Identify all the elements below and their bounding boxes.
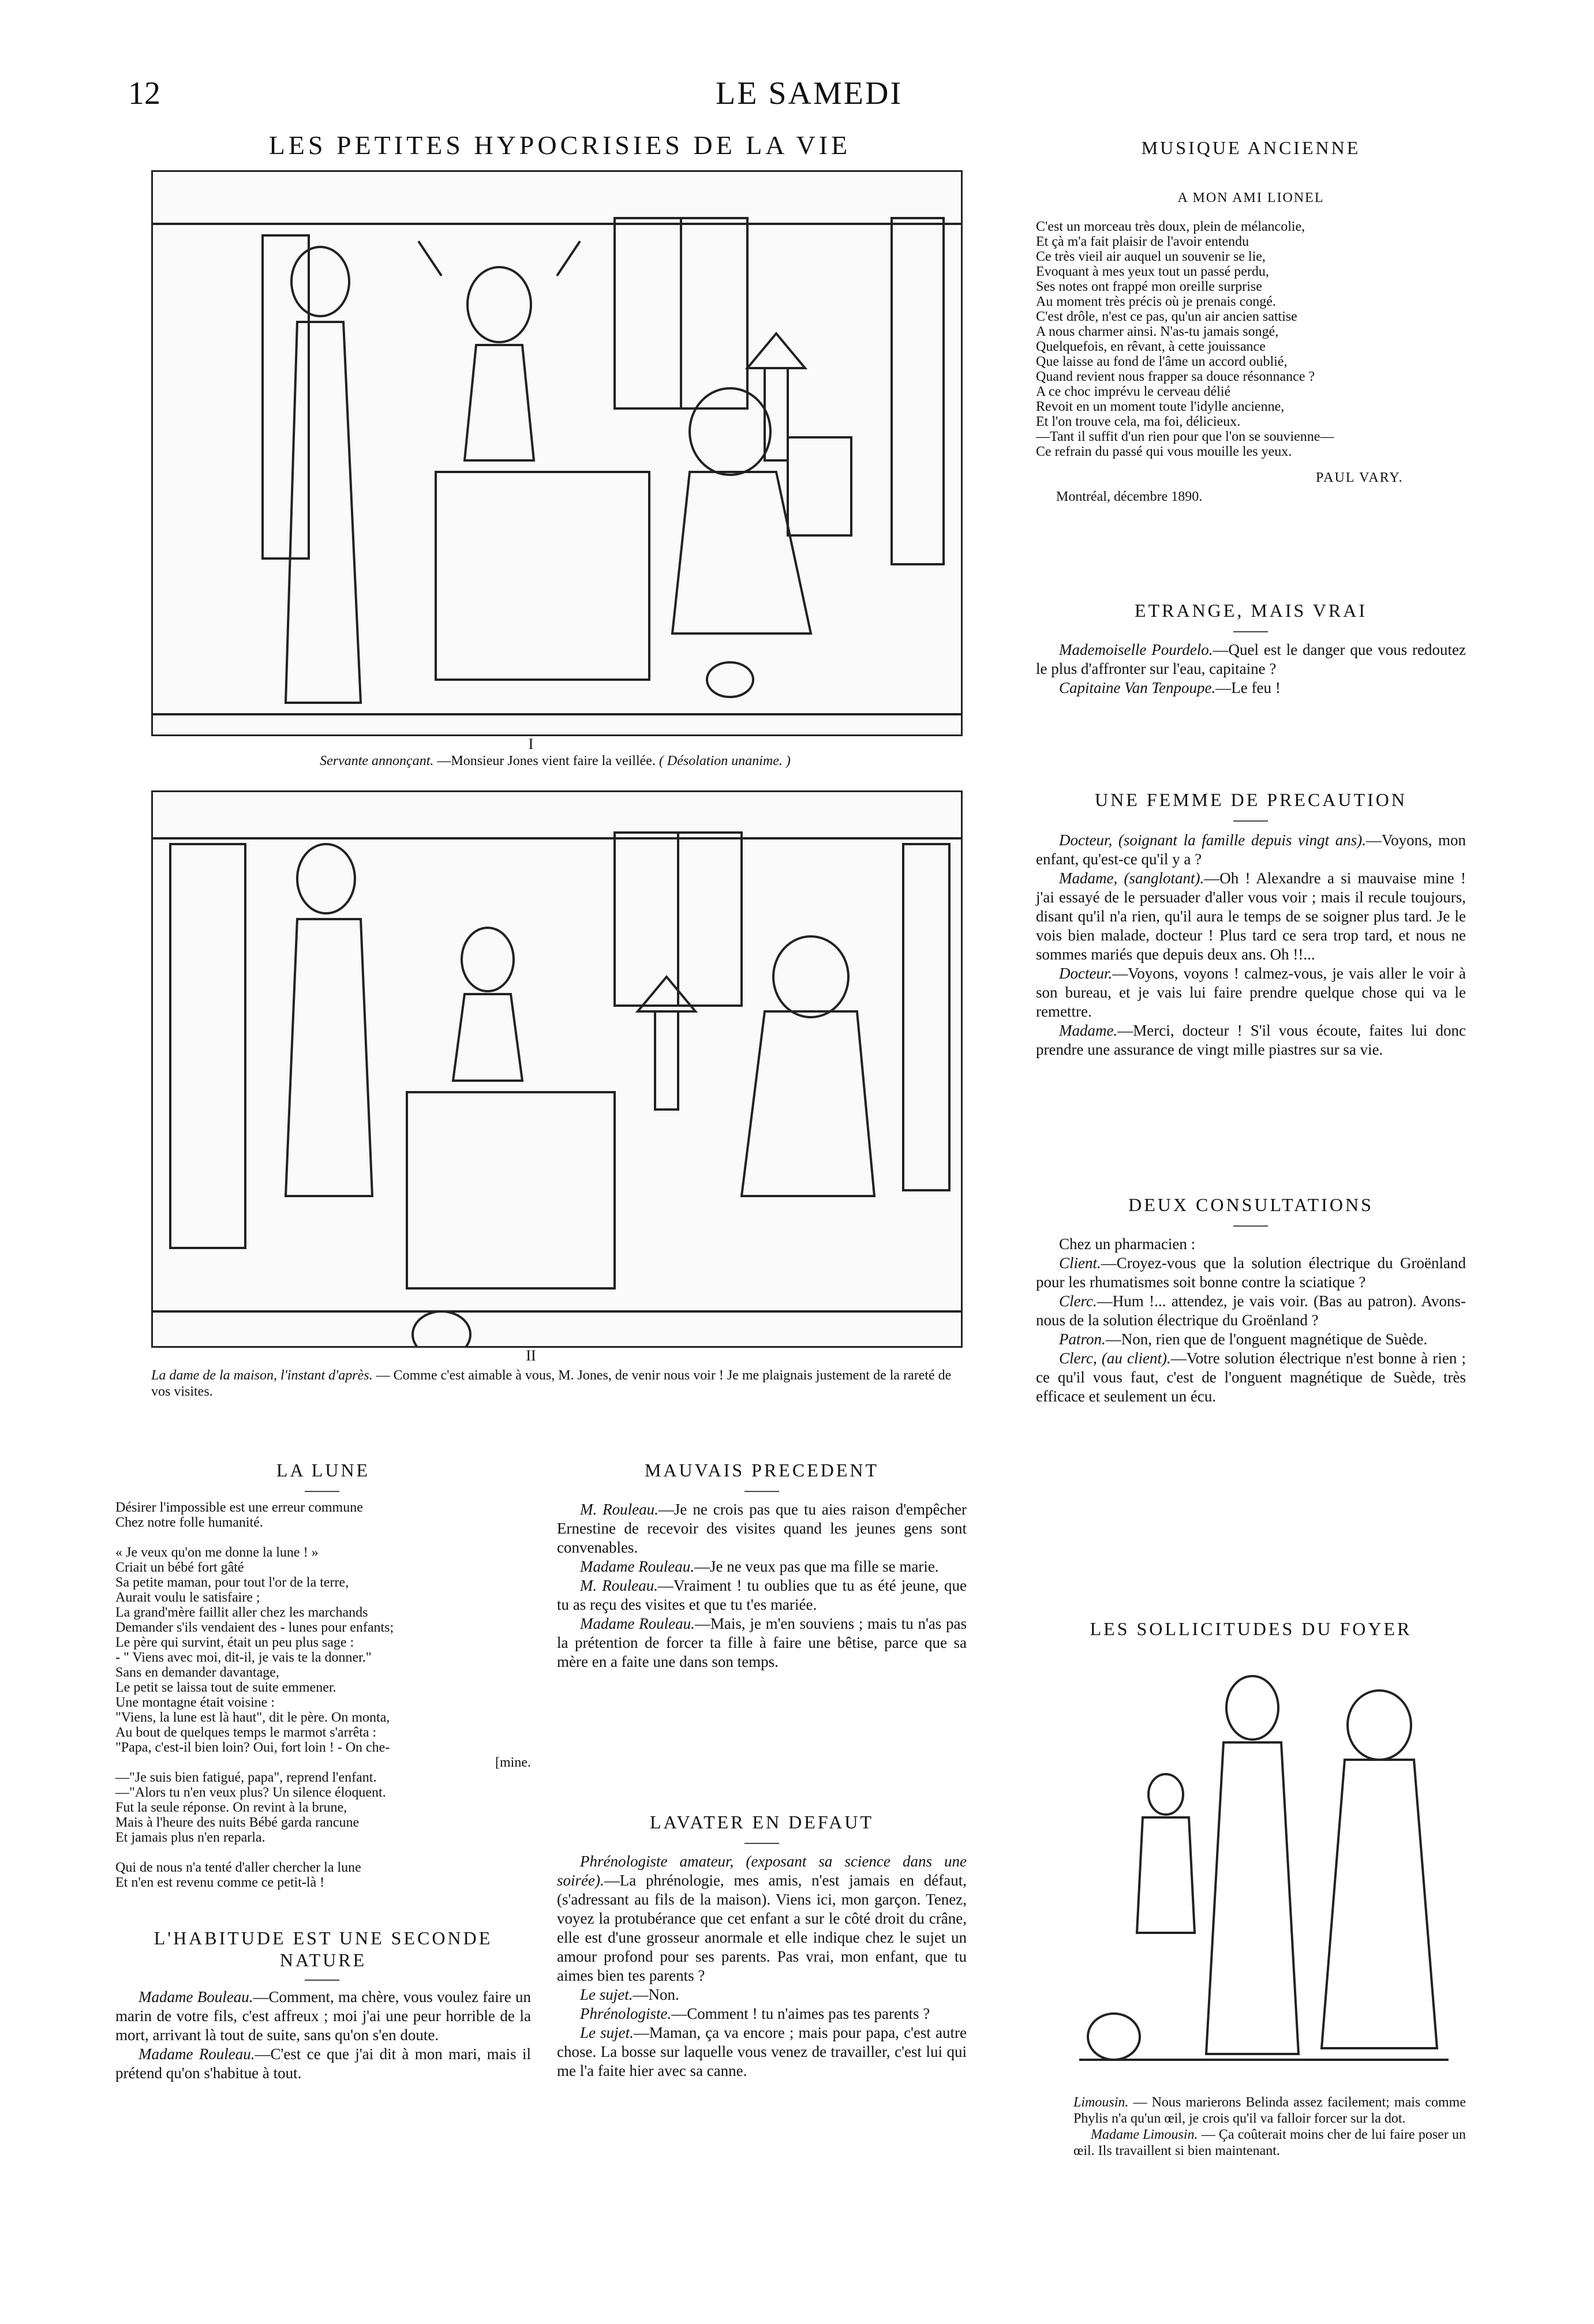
speaker-name: Madame Rouleau. (580, 1558, 694, 1575)
speaker-name: Docteur, (soignant la famille depuis vingt ans). (1059, 831, 1367, 849)
dialogue-paragraph (1036, 1254, 1466, 1292)
dialogue-paragraph (1036, 640, 1466, 679)
sketch-living-room-1 (153, 172, 961, 734)
dialogue-paragraph (557, 1614, 967, 1671)
dialogue-text: —Comment ! tu n'aimes pas tes parents ? (671, 2005, 930, 2022)
dialogue-paragraph (557, 1576, 967, 1614)
verse-line: Et çà m'a fait plaisir de l'avoir entendu (1036, 234, 1249, 249)
verse-line (115, 1845, 531, 1860)
dialogue-paragraph (115, 2045, 531, 2083)
verse-line: A ce choc imprévu le cerveau délié (1036, 384, 1231, 399)
verse-line: Sa petite maman, pour tout l'or de la terre, (115, 1575, 349, 1590)
dialogue-paragraph (1036, 964, 1466, 1021)
dialogue-text: —La phrénologie, mes amis, n'est jamais en défaut, (s'adressant au fils de la maison). Viens ici, mon garçon. Tenez, voyez la protubérance que cet enfant a sur le côté droit du crâne, elle est d'une grosseur anormale et elle indique chez le sujet un amour profond pour ses parents. Pas vrai, mon enfant, que tu aimes bien tes parents ? (557, 1872, 967, 1984)
dialogue-paragraph (557, 1985, 967, 2004)
illustrations-title: LES PETITES HYPOCRISIES DE LA VIE (268, 130, 851, 160)
lavater-title: LAVATER EN DEFAUT (649, 1812, 874, 1832)
verse-line: Sans en demander davantage, (115, 1665, 279, 1680)
dialogue-text: —Votre solution électrique n'est bonne à rien ; ce qu'il vous faut, c'est de l'onguent magnétique de Suède, très efficace et seulement un écu. (1036, 1350, 1466, 1405)
title-rule (1233, 631, 1268, 632)
dialogue-text: —Non, rien que de l'onguent magnétique de Suède. (1105, 1330, 1428, 1348)
title-rule (744, 1843, 779, 1844)
verse-line: Evoquant à mes yeux tout un passé perdu, (1036, 264, 1269, 279)
dialogue-paragraph (1036, 1021, 1466, 1059)
verse-line: Au bout de quelques temps le marmot s'arrêta : (115, 1725, 377, 1740)
speaker-name: Docteur. (1059, 965, 1113, 982)
panel-1-caption (151, 753, 959, 769)
speaker-name: Le sujet. (580, 1986, 633, 2003)
dialogue-paragraph (1036, 1292, 1466, 1330)
title-rule (744, 1491, 779, 1492)
dialogue-paragraph (1036, 1349, 1466, 1406)
dialogue-text: —Vraiment ! tu oublies que tu as été jeune, que tu as reçu des visites et que tu t'es mariée. (557, 1577, 967, 1613)
musique-dedication: A MON AMI LIONEL (1177, 190, 1324, 205)
sollicitudes-caption (1073, 2094, 1466, 2159)
dialogue-text: —Merci, docteur ! S'il vous écoute, faites lui donc prendre une assurance de vingt mille piastres sur sa vie. (1036, 1022, 1466, 1058)
speaker-name: Madame. (1059, 1022, 1118, 1039)
sollicitudes-caption-2 (1073, 2127, 1466, 2159)
femme-title: UNE FEMME DE PRECAUTION (1095, 789, 1407, 810)
dialogue-text: —Non. (633, 1986, 679, 2003)
panel-1-note: ( Désolation unanime. ) (658, 754, 791, 769)
speaker-name: Le sujet. (580, 2024, 634, 2041)
sollicitudes-caption-1 (1073, 2094, 1466, 2127)
dialogue-text: —Voyons, voyons ! calmez-vous, je vais aller le voir à son bureau, et je vais lui faire prendre quelque chose qui va le remettre. (1036, 965, 1466, 1020)
dialogue-paragraph (1036, 1330, 1466, 1349)
dialogue-paragraph (557, 2023, 967, 2081)
sollicitudes-text-2: — Ça coûterait moins cher de lui faire poser un œil. Ils travaillent si bien maintenant. (1073, 2127, 1466, 2158)
title-rule (305, 1980, 339, 1981)
verse-line: Quand revient nous frapper sa douce résonnance ? (1036, 369, 1315, 384)
verse-line: "Viens, la lune est là haut", dit le père. On monta, (115, 1710, 390, 1725)
deux-title: DEUX CONSULTATIONS (1128, 1194, 1374, 1215)
speaker-name: Madame Bouleau. (139, 1988, 253, 2006)
etrange-title: ETRANGE, MAIS VRAI (1135, 600, 1367, 621)
speaker-name: Client. (1059, 1254, 1101, 1272)
verse-line: Et n'en est revenu comme ce petit-là ! (115, 1875, 325, 1890)
verse-line: La grand'mère faillit aller chez les marchands (115, 1605, 368, 1620)
verse-line: Criait un bébé fort gâté (115, 1560, 244, 1575)
dialogue-paragraph (1036, 831, 1466, 869)
femme-text (1036, 831, 1466, 1059)
verse-line: —Tant il suffit d'un rien pour que l'on se souvienne— (1036, 429, 1334, 444)
verse-line: Et jamais plus n'en reparla. (115, 1830, 265, 1845)
dialogue-text: —Hum !... attendez, je vais voir. (Bas au patron). Avons-nous de la solution électrique du Groënland ? (1036, 1292, 1466, 1329)
speaker-name: M. Rouleau. (580, 1501, 658, 1518)
speaker-name: Patron. (1059, 1330, 1106, 1348)
panel-1-speaker: Servante annonçant. (320, 754, 434, 769)
title-rule (1233, 820, 1268, 822)
habitude-title (115, 1927, 531, 1971)
speaker-name: Madame Rouleau. (139, 2045, 255, 2063)
verse-line: Ses notes ont frappé mon oreille surprise (1036, 279, 1262, 294)
la-lune-title: LA LUNE (276, 1460, 371, 1480)
verse-line: C'est drôle, n'est ce pas, qu'un air ancien sattise (1036, 309, 1297, 324)
dialogue-text: —Maman, ça va encore ; mais pour papa, c'est autre chose. La bosse sur laquelle vous venez de travailler, c'est lui qui me l'a faite hier avec sa canne. (557, 2024, 967, 2079)
etrange-text (1036, 640, 1466, 698)
panel-1-number: I (528, 736, 534, 752)
verse-line: Le petit se laissa tout de suite emmener. (115, 1680, 336, 1695)
verse-line: Une montagne était voisine : (115, 1695, 275, 1710)
la-lune-poem (115, 1500, 531, 1890)
sollicitudes-title: LES SOLLICITUDES DU FOYER (1090, 1618, 1412, 1639)
dialogue-paragraph (1036, 679, 1466, 698)
deux-intro: Chez un pharmacien : (1059, 1235, 1196, 1253)
verse-line: Qui de nous n'a tenté d'aller chercher la lune (115, 1860, 361, 1875)
speaker-name: M. Rouleau. (580, 1577, 658, 1594)
dialogue-paragraph (557, 1557, 967, 1576)
dialogue-text: —Comment, ma chère, vous voulez faire un marin de votre fils, c'est affreux ; moi j'ai une peur horrible de la mort, arrivant là tout de suite, sans qu'on s'en doute. (115, 1988, 531, 2044)
verse-line: Au moment très précis où je prenais congé. (1036, 294, 1276, 309)
dialogue-paragraph (1036, 869, 1466, 964)
sollicitudes-text-1: — Nous marierons Belinda assez facilement; mais comme Phylis n'a qu'un œil, je crois qu'il va falloir forcer sur la dot. (1073, 2095, 1466, 2126)
verse-line: Fut la seule réponse. On revint à la brune, (115, 1800, 347, 1815)
verse-line: Le père qui survint, était un peu plus sage : (115, 1635, 354, 1650)
mauvais-title: MAUVAIS PRECEDENT (644, 1460, 880, 1480)
verse-line: - " Viens avec moi, dit-il, je vais te la donner." (115, 1650, 372, 1665)
sketch-family-parents (1079, 1656, 1449, 2071)
dialogue-text: —Croyez-vous que la solution électrique du Groënland pour les rhumatismes soit bonne contre la sciatique ? (1036, 1254, 1466, 1291)
verse-line: Et l'on trouve cela, ma foi, délicieux. (1036, 414, 1241, 429)
musique-poem (1036, 219, 1466, 459)
verse-line: C'est un morceau très doux, plein de mélancolie, (1036, 219, 1305, 234)
musique-place-date: Montréal, décembre 1890. (1056, 489, 1203, 504)
dialogue-text: —Oh ! Alexandre a si mauvaise mine ! j'ai essayé de le persuader d'aller vous voir ; mais il recule toujours, disant qu'il n'a rien, qu'il aura le temps de se soigner plus tard. Je le vois bien malade, docteur ! Plus tard ce sera trop tard, et nous ne sommes mariés que depuis deux ans. Oh !!... (1036, 869, 1466, 963)
panel-1-text: —Monsieur Jones vient faire la veillée. (437, 754, 656, 769)
verse-line: « Je veux qu'on me donne la lune ! » (115, 1545, 319, 1560)
verse-line: Que laisse au fond de l'âme un accord oublié, (1036, 354, 1288, 369)
speaker-name: Clerc, (au client). (1059, 1350, 1171, 1367)
speaker-name: Phrénologiste amateur, (exposant sa science dans une soirée). (557, 1853, 967, 1889)
speaker-name: Clerc. (1059, 1292, 1097, 1310)
illustration-panel-1 (151, 170, 963, 736)
sollicitudes-illustration (1079, 1656, 1449, 2071)
dialogue-text: —Je ne crois pas que tu aies raison d'empêcher Ernestine de recevoir des visites quand les jeunes gens sont convenables. (557, 1501, 967, 1556)
verse-line: —"Je suis bien fatigué, papa", reprend l'enfant. (115, 1770, 377, 1785)
title-rule (305, 1491, 339, 1492)
panel-2-speaker: La dame de la maison, l'instant d'après. (151, 1368, 373, 1383)
dialogue-paragraph (115, 1988, 531, 2045)
verse-line: —"Alors tu n'en veux plus? Un silence éloquent. (115, 1785, 386, 1800)
dialogue-paragraph (557, 1500, 967, 1557)
habitude-title-line-1: L'HABITUDE EST UNE SECONDE (154, 1928, 493, 1948)
verse-line: [mine. (495, 1755, 531, 1770)
verse-line: "Papa, c'est-il bien loin? Oui, fort loin ! - On che- (115, 1740, 390, 1755)
verse-line: Aurait voulu le satisfaire ; (115, 1590, 260, 1605)
verse-line: Demander s'ils vendaient des - lunes pour enfants; (115, 1620, 394, 1635)
illustration-panel-2 (151, 790, 963, 1348)
verse-line: Revoit en un moment toute l'idylle ancienne, (1036, 399, 1285, 414)
verse-line: Quelquefois, en rêvant, à cette jouissance (1036, 339, 1266, 354)
panel-2-number: II (526, 1347, 536, 1364)
habitude-title-line-2: NATURE (279, 1950, 367, 1970)
speaker-name: Madame Rouleau. (580, 1615, 695, 1632)
deux-text (1036, 1235, 1466, 1406)
verse-line: Chez notre folle humanité. (115, 1515, 263, 1530)
habitude-text (115, 1988, 531, 2083)
sollicitudes-speaker-1: Limousin. (1073, 2095, 1129, 2110)
speaker-name: Phrénologiste. (580, 2005, 672, 2022)
journal-title: LE SAMEDI (716, 76, 903, 111)
verse-line: Désirer l'impossible est une erreur commune (115, 1500, 363, 1515)
title-rule (1233, 1225, 1268, 1227)
sollicitudes-speaker-2: Madame Limousin. (1091, 2127, 1198, 2142)
mauvais-text (557, 1500, 967, 1671)
dialogue-paragraph (557, 2004, 967, 2023)
verse-line: A nous charmer ainsi. N'as-tu jamais songé, (1036, 324, 1279, 339)
speaker-name: Mademoiselle Pourdelo. (1059, 641, 1213, 658)
verse-line: Ce refrain du passé qui vous mouille les yeux. (1036, 444, 1292, 459)
musique-title: MUSIQUE ANCIENNE (1141, 137, 1361, 158)
verse-line: Mais à l'heure des nuits Bébé garda rancune (115, 1815, 360, 1830)
verse-line: Ce très vieil air auquel un souvenir se lie, (1036, 249, 1266, 264)
lavater-text (557, 1852, 967, 2081)
dialogue-paragraph (557, 1852, 967, 1985)
dialogue-text: —Je ne veux pas que ma fille se marie. (694, 1558, 939, 1575)
dialogue-text: —Quel est le danger que vous redoutez le plus d'affronter sur l'eau, capitaine ? (1036, 641, 1466, 677)
verse-line (115, 1530, 531, 1545)
dialogue-text: —Mais, je m'en souviens ; mais tu n'as pas la prétention de forcer ta fille à faire une bêtise, parce que sa mère en a faite une dans son temps. (557, 1615, 967, 1670)
dialogue-text: —Voyons, mon enfant, qu'est-ce qu'il y a ? (1036, 831, 1466, 868)
dialogue-text: —C'est ce que j'ai dit à mon mari, mais il prétend qu'on s'habitue à tout. (115, 2045, 531, 2082)
page-number: 12 (128, 76, 160, 111)
speaker-name: Capitaine Van Tenpoupe. (1059, 679, 1216, 696)
panel-2-text: — Comme c'est aimable à vous, M. Jones, de venir nous voir ! Je me plaignais justement de la rareté de vos visites. (151, 1368, 952, 1399)
sketch-living-room-2 (153, 792, 961, 1346)
dialogue-text: —Le feu ! (1215, 679, 1281, 696)
panel-2-caption (151, 1367, 959, 1400)
speaker-name: Madame, (sanglotant). (1059, 869, 1204, 887)
musique-signature: PAUL VARY. (1316, 470, 1404, 485)
